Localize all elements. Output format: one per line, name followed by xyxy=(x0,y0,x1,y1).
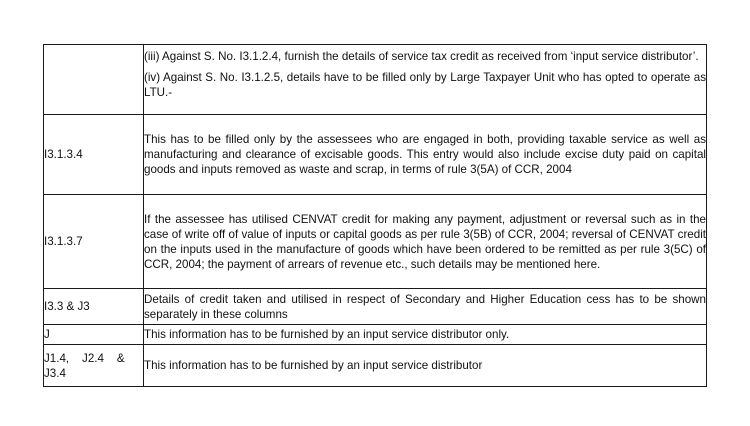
instruction-paragraph: (iii) Against S. No. I3.1.2.4, furnish the details of service tax credit as received from ‘input service distributor’. xyxy=(144,50,699,63)
table-row xyxy=(44,345,707,387)
code-cell: J1.4, J2.4 & J3.4 xyxy=(44,345,144,387)
code-cell: I3.1.3.4 xyxy=(44,115,144,195)
description-cell: This information has to be furnished by an input service distributor xyxy=(144,345,707,387)
table-row xyxy=(44,45,707,115)
description-cell xyxy=(144,45,707,115)
description-cell: If the assessee has utilised CENVAT credit for making any payment, adjustment or reversal such as in the case of write off of value of inputs or capital goods as per rule 3(5B) of CCR, 2004; reversal of CENVAT credit on the inputs used in the manufacture of goods which have been ordered to be remitted as per rule 3(5C) of CCR, 2004; the payment of arrears of revenue etc., such details may be mentioned here. xyxy=(144,195,707,289)
code-cell: J xyxy=(44,325,144,345)
description-cell: This has to be filled only by the assessees who are engaged in both, providing taxable service as well as manufacturing and clearance of excisable goods. This entry would also include excise duty paid on capital goods and inputs removed as waste and scrap, in terms of rule 3(5A) of CCR, 2004 xyxy=(144,115,707,195)
code-cell: I3.3 & J3 xyxy=(44,289,144,325)
code-cell xyxy=(44,45,144,115)
table-row xyxy=(44,195,707,289)
table-row xyxy=(44,289,707,325)
code-cell: I3.1.3.7 xyxy=(44,195,144,289)
table-row xyxy=(44,325,707,345)
description-cell: Details of credit taken and utilised in respect of Secondary and Higher Education cess has to be shown separately in these columns xyxy=(144,289,707,325)
description-cell: This information has to be furnished by an input service distributor only. xyxy=(144,325,707,345)
table-row xyxy=(44,115,707,195)
instruction-paragraph: (iv) Against S. No. I3.1.2.5, details have to be filled only by Large Taxpayer Unit who has opted to operate as LTU.- xyxy=(144,71,706,99)
instructions-table xyxy=(43,44,707,387)
